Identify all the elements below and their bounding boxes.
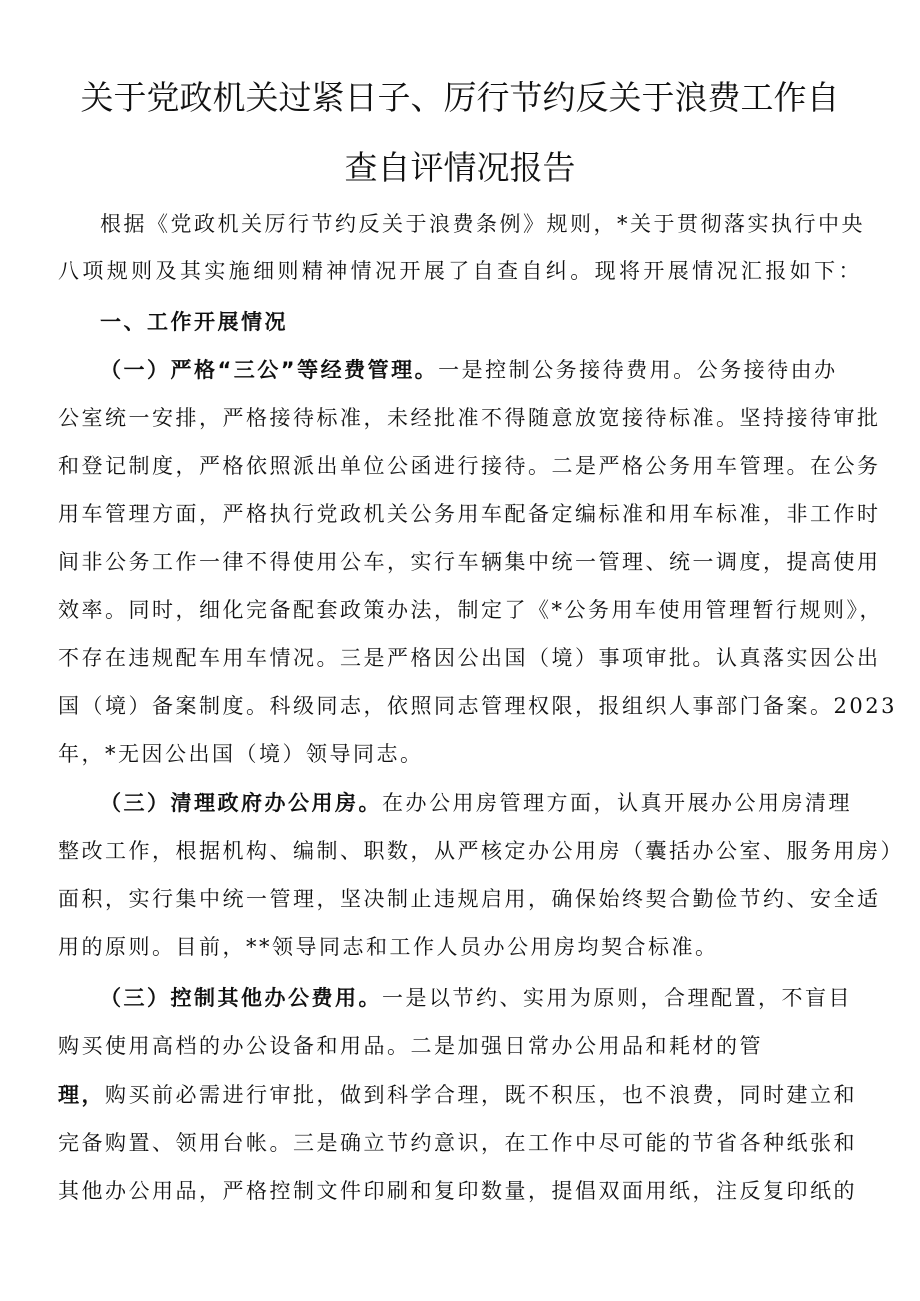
item1-line: 不存在违规配车用车情况。三是严格因公出国（境）事项审批。认真落实因公出 bbox=[58, 646, 881, 670]
item1-heading: （一）严格“三公”等经费管理。 bbox=[100, 358, 439, 382]
item3-line-2: 购买使用高档的办公设备和用品。二是加强日常办公用品和耗材的管 bbox=[58, 1034, 763, 1058]
intro-line-2: 八项规则及其实施细则精神情况开展了自查自纠。现将开展情况汇报如下： bbox=[58, 259, 862, 283]
item1-line: 间非公务工作一律不得使用公车，实行车辆集中统一管理、统一调度，提高使用 bbox=[58, 550, 881, 574]
item1-line: 和登记制度，严格依照派出单位公函进行接待。二是严格公务用车管理。在公务 bbox=[58, 454, 881, 478]
item1-line: 国（境）备案制度。科级同志，依照同志管理权限，报组织人事部门备案。2023 bbox=[58, 694, 897, 718]
item3-heading: （三）控制其他办公费用。 bbox=[100, 986, 382, 1010]
item1-line: 用车管理方面，严格执行党政机关公务用车配备定编标准和用车标准，非工作时 bbox=[58, 502, 881, 526]
document-title-line-2: 查自评情况报告 bbox=[344, 148, 576, 187]
item1-first-line bbox=[100, 355, 862, 385]
item3-line: 完备购置、领用台帐。三是确立节约意识，在工作中尽可能的节省各种纸张和 bbox=[58, 1131, 857, 1155]
document-title-line-1: 关于党政机关过紧日子、厉行节约反关于浪费工作自 bbox=[80, 78, 840, 117]
item2-line: 面积，实行集中统一管理，坚决制止违规启用，确保始终契合勤俭节约、安全适 bbox=[58, 887, 881, 911]
intro-line-1: 根据《党政机关厉行节约反关于浪费条例》规则，*关于贯彻落实执行中央 bbox=[100, 212, 865, 236]
item2-first-line bbox=[100, 788, 862, 818]
item2-line: 整改工作，根据机构、编制、职数，从严核定办公用房（囊括办公室、服务用房） bbox=[58, 839, 904, 863]
item3-inline-bold: 理， bbox=[58, 1083, 105, 1107]
item1-line: 年，*无因公出国（境）领导同志。 bbox=[58, 742, 424, 766]
item3-line: 其他办公用品，严格控制文件印刷和复印数量，提倡双面用纸，注反复印纸的 bbox=[58, 1179, 857, 1203]
item3-first-line bbox=[100, 983, 862, 1013]
item2-first-line-text: 在办公用房管理方面，认真开展办公用房清理 bbox=[382, 791, 852, 815]
section-heading-1: 一、工作开展情况 bbox=[100, 310, 288, 334]
item2-heading: （三）清理政府办公用房。 bbox=[100, 791, 382, 815]
item1-first-line-text: 一是控制公务接待费用。公务接待由办 bbox=[438, 358, 838, 382]
item3-first-line-text: 一是以节约、实用为原则，合理配置，不盲目 bbox=[382, 986, 852, 1010]
item3-line-3-text: 购买前必需进行审批，做到科学合理，既不积压，也不浪费，同时建立和 bbox=[105, 1083, 857, 1107]
item1-line: 效率。同时，细化完备配套政策办法，制定了《*公务用车使用管理暂行规则》， bbox=[58, 598, 883, 622]
item2-line: 用的原则。目前，**领导同志和工作人员办公用房均契合标准。 bbox=[58, 935, 719, 959]
item3-line-3 bbox=[58, 1080, 862, 1110]
item1-line: 公室统一安排，严格接待标准，未经批准不得随意放宽接待标准。坚持接待审批 bbox=[58, 406, 881, 430]
